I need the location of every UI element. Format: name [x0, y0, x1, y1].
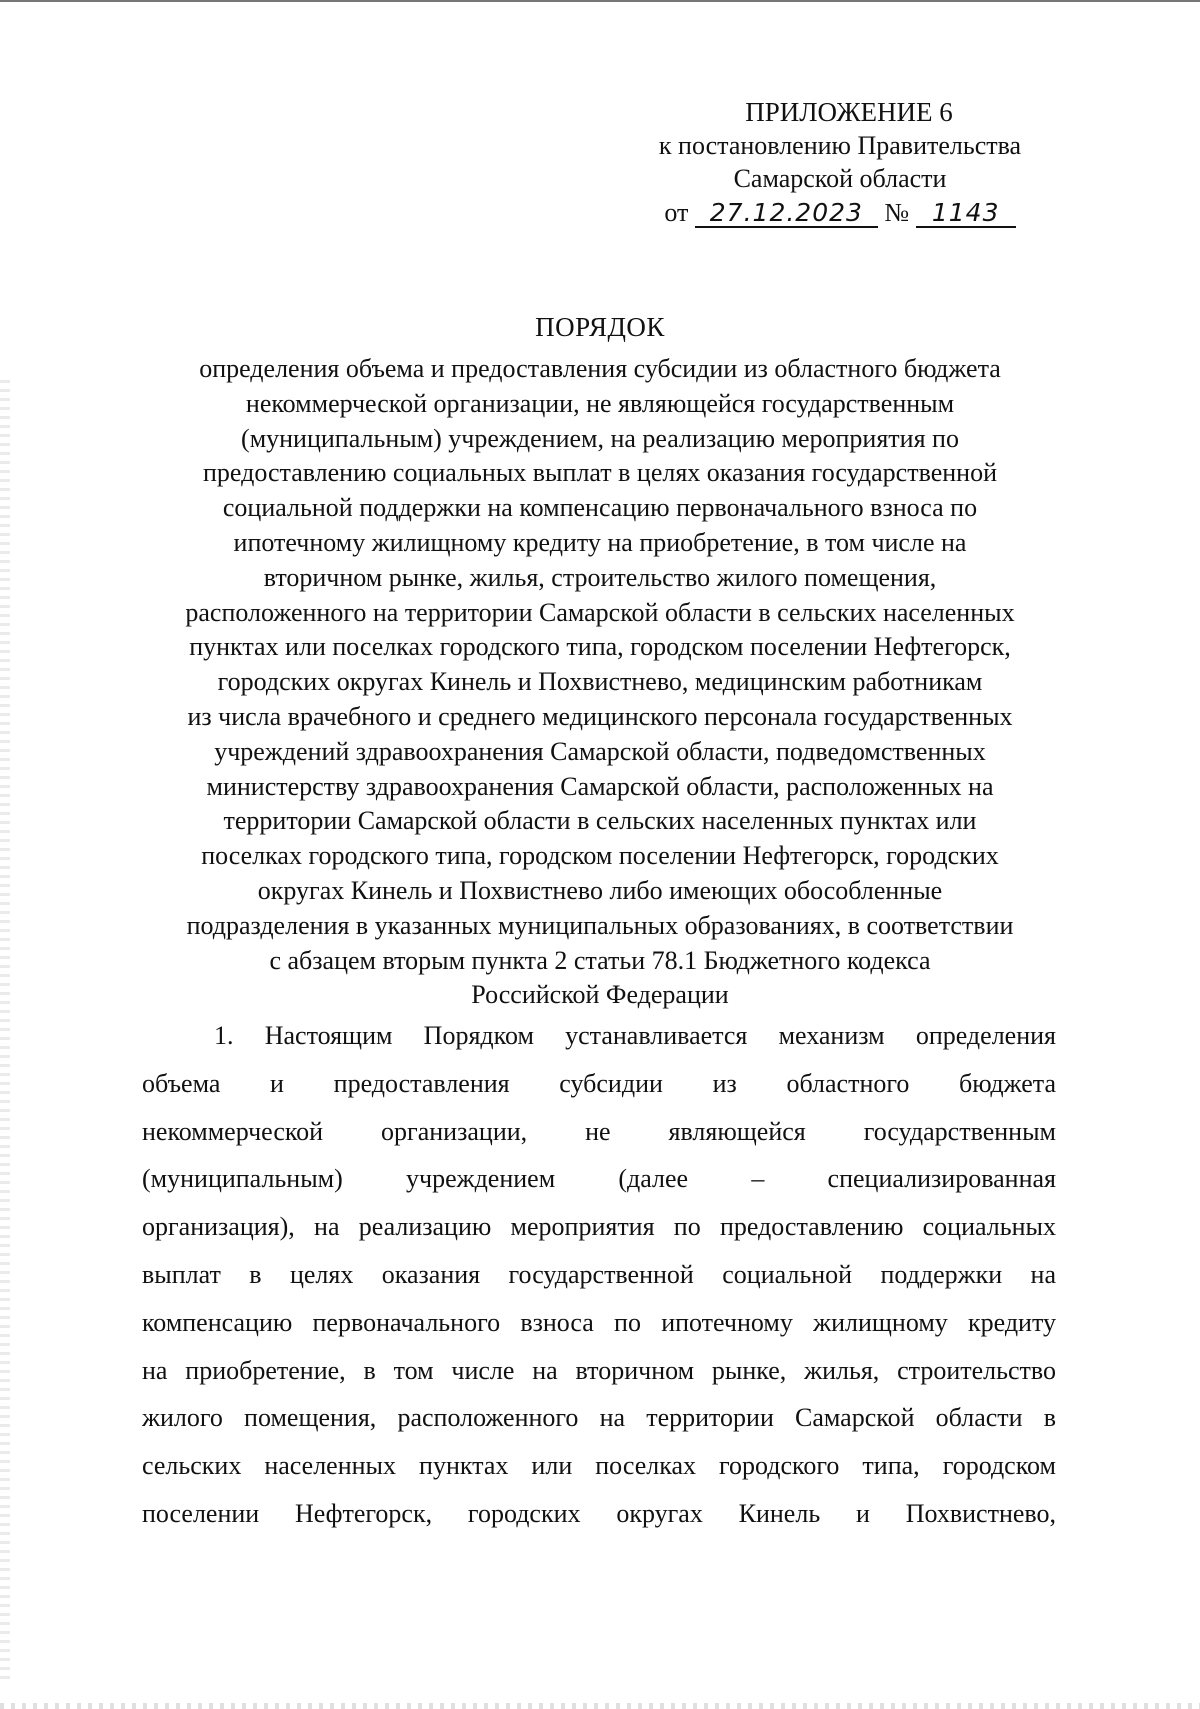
subtitle-line: округах Кинель и Похвистнево либо имеющих обособленные	[257, 875, 943, 905]
body-line: на приобретение, в том числе на вторичном рынке, жилья, строительство	[142, 1355, 1056, 1385]
subtitle-line: министерству здравоохранения Самарской области, расположенных на	[206, 771, 994, 801]
paragraph-1	[142, 1012, 1056, 1538]
subtitle-line: ипотечному жилищному кредиту на приобретение, в том числе на	[233, 527, 967, 557]
handwritten-number: 1143	[916, 200, 1016, 228]
subtitle-line: вторичном рынке, жилья, строительство жилого помещения,	[263, 562, 937, 592]
subtitle-line: поселках городского типа, городском поселении Нефтегорск, городских	[201, 841, 999, 871]
scan-top-edge	[0, 0, 1200, 2]
subtitle-line: с абзацем вторым пункта 2 статьи 78.1 Бюджетного кодекса	[269, 945, 931, 975]
subtitle-line: городских округах Кинель и Похвистнево, медицинским работникам	[217, 667, 983, 697]
subtitle-line: определения объема и предоставления субсидии из областного бюджета	[199, 354, 1001, 383]
subtitle-line: учреждений здравоохранения Самарской области, подведомственных	[214, 736, 986, 766]
subtitle-line: предоставлению социальных выплат в целях оказания государственной	[202, 458, 997, 488]
body-line: компенсацию первоначального взноса по ипотечному жилищному кредиту	[142, 1307, 1056, 1337]
body-line: выплат в целях оказания государственной социальной поддержки на	[142, 1259, 1056, 1289]
scan-left-edge	[0, 380, 10, 1680]
body-line: (муниципальным) учреждением (далее – специализированная	[142, 1164, 1056, 1194]
document-title: ПОРЯДОК	[535, 312, 665, 342]
appendix-date-line	[640, 196, 1040, 229]
handwritten-date: 27.12.2023	[695, 200, 878, 228]
date-prefix: от	[664, 198, 689, 227]
body-line: 1. Настоящим Порядком устанавливается механизм определения	[214, 1021, 1056, 1050]
body-line: организация), на реализацию мероприятия по предоставлению социальных	[142, 1212, 1056, 1242]
body-line: жилого помещения, расположенного на территории Самарской области в	[142, 1403, 1056, 1433]
body-line: поселении Нефтегорск, городских округах Кинель и Похвистнево,	[142, 1498, 1056, 1528]
subtitle-line: некоммерческой организации, не являющейся государственным	[245, 388, 955, 418]
appendix-line-2: к постановлению Правительства	[658, 131, 1022, 160]
subtitle-line: из числа врачебного и среднего медицинского персонала государственных	[187, 701, 1013, 731]
document-subtitle	[130, 352, 1070, 1013]
appendix-line-3: Самарской области	[733, 164, 947, 193]
appendix-header	[640, 96, 1040, 229]
body-line: некоммерческой организации, не являющейся государственным	[142, 1116, 1056, 1146]
body-line: сельских населенных пунктах или поселках городского типа, городском	[142, 1451, 1056, 1481]
body-line: объема и предоставления субсидии из областного бюджета	[142, 1068, 1056, 1098]
subtitle-line: социальной поддержки на компенсацию первоначального взноса по	[222, 493, 978, 523]
subtitle-line: пунктах или поселках городского типа, городском поселении Нефтегорск,	[189, 632, 1011, 662]
appendix-title: ПРИЛОЖЕНИЕ 6	[745, 97, 953, 127]
subtitle-line: территории Самарской области в сельских населенных пунктах или	[223, 806, 977, 836]
subtitle-line: подразделения в указанных муниципальных образованиях, в соответствии	[186, 910, 1014, 940]
scan-bottom-edge	[0, 1703, 1200, 1709]
subtitle-line: расположенного на территории Самарской области в сельских населенных	[185, 597, 1015, 627]
subtitle-line: (муниципальным) учреждением, на реализацию мероприятия по	[241, 423, 959, 453]
subtitle-line: Российской Федерации	[471, 980, 729, 1010]
number-sign: №	[884, 198, 910, 227]
